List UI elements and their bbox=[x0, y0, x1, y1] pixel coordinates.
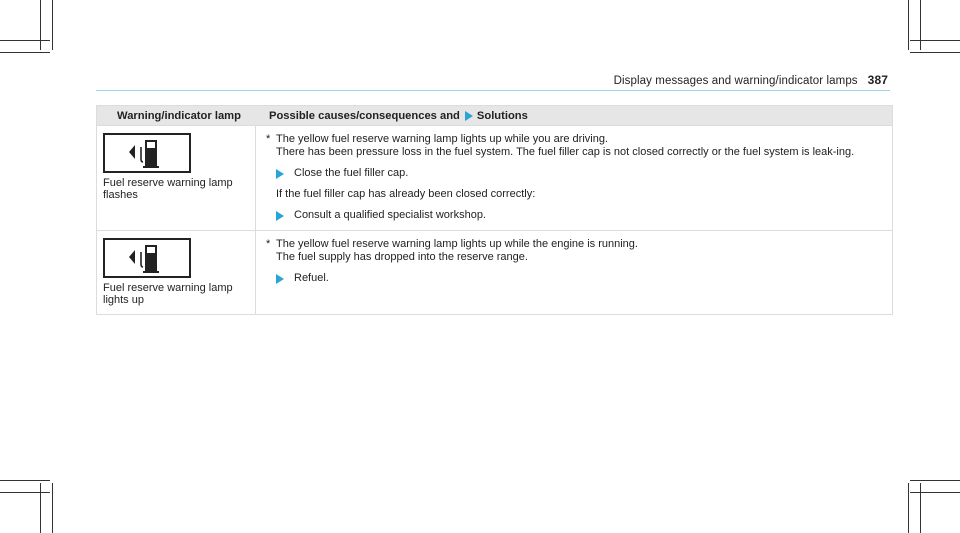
crop-mark bbox=[52, 0, 53, 50]
lamp-cell bbox=[97, 231, 256, 314]
solution-cell bbox=[256, 126, 892, 230]
lamp-cell bbox=[97, 126, 256, 230]
solution-cell bbox=[256, 231, 892, 314]
lamp-label: Fuel reserve warning lamp flashes bbox=[103, 177, 233, 201]
running-head-title: Display messages and warning/indicator lamps bbox=[613, 75, 858, 87]
crop-mark bbox=[910, 492, 960, 493]
col1-header: Warning/indicator lamp bbox=[117, 109, 241, 122]
solution-step bbox=[266, 209, 882, 222]
table-row bbox=[97, 230, 892, 314]
solution-step bbox=[266, 272, 882, 285]
triangle-arrow-icon bbox=[276, 274, 284, 284]
cause-line: The fuel supply has dropped into the reserve range. bbox=[276, 251, 528, 263]
triangle-arrow-icon bbox=[276, 211, 284, 221]
step-text: Consult a qualified specialist workshop. bbox=[294, 209, 486, 221]
crop-mark bbox=[0, 52, 50, 53]
crop-mark bbox=[920, 0, 921, 50]
asterisk-marker: * bbox=[266, 238, 271, 250]
fuel-pump-icon bbox=[103, 133, 191, 173]
crop-mark bbox=[910, 40, 960, 41]
crop-mark bbox=[908, 0, 909, 50]
table-header bbox=[97, 106, 892, 125]
crop-mark bbox=[0, 492, 50, 493]
crop-mark bbox=[0, 480, 50, 481]
crop-mark bbox=[40, 0, 41, 50]
crop-mark bbox=[40, 483, 41, 533]
warning-lamp-table bbox=[96, 105, 893, 315]
page-number: 387 bbox=[867, 73, 888, 87]
asterisk-marker: * bbox=[266, 133, 271, 145]
condition-text: If the fuel filler cap has already been closed correctly: bbox=[276, 188, 536, 200]
crop-mark bbox=[920, 483, 921, 533]
table-row bbox=[97, 125, 892, 230]
solution-step bbox=[266, 167, 882, 180]
triangle-arrow-icon bbox=[276, 169, 284, 179]
cause-block bbox=[266, 133, 882, 159]
running-head bbox=[614, 73, 888, 87]
col2-header bbox=[255, 110, 528, 122]
cause-line: The yellow fuel reserve warning lamp lights up while you are driving. bbox=[276, 133, 608, 145]
lamp-label: Fuel reserve warning lamp lights up bbox=[103, 282, 233, 306]
triangle-arrow-icon bbox=[465, 111, 473, 121]
crop-mark bbox=[52, 483, 53, 533]
header-rule bbox=[96, 90, 890, 91]
cause-line: There has been pressure loss in the fuel system. The fuel filler cap is not closed correctly or the fuel system is leak-ing. bbox=[276, 146, 855, 158]
col2-header-solutions: Solutions bbox=[476, 109, 528, 122]
step-text: Refuel. bbox=[294, 272, 329, 284]
step-text: Close the fuel filler cap. bbox=[294, 167, 409, 179]
crop-mark bbox=[908, 483, 909, 533]
crop-mark bbox=[0, 40, 50, 41]
crop-mark bbox=[910, 52, 960, 53]
col2-header-text: Possible causes/consequences and bbox=[269, 109, 460, 122]
cause-line: The yellow fuel reserve warning lamp lights up while the engine is running. bbox=[276, 238, 638, 250]
crop-mark bbox=[910, 480, 960, 481]
cause-block bbox=[266, 238, 882, 264]
fuel-pump-icon bbox=[103, 238, 191, 278]
